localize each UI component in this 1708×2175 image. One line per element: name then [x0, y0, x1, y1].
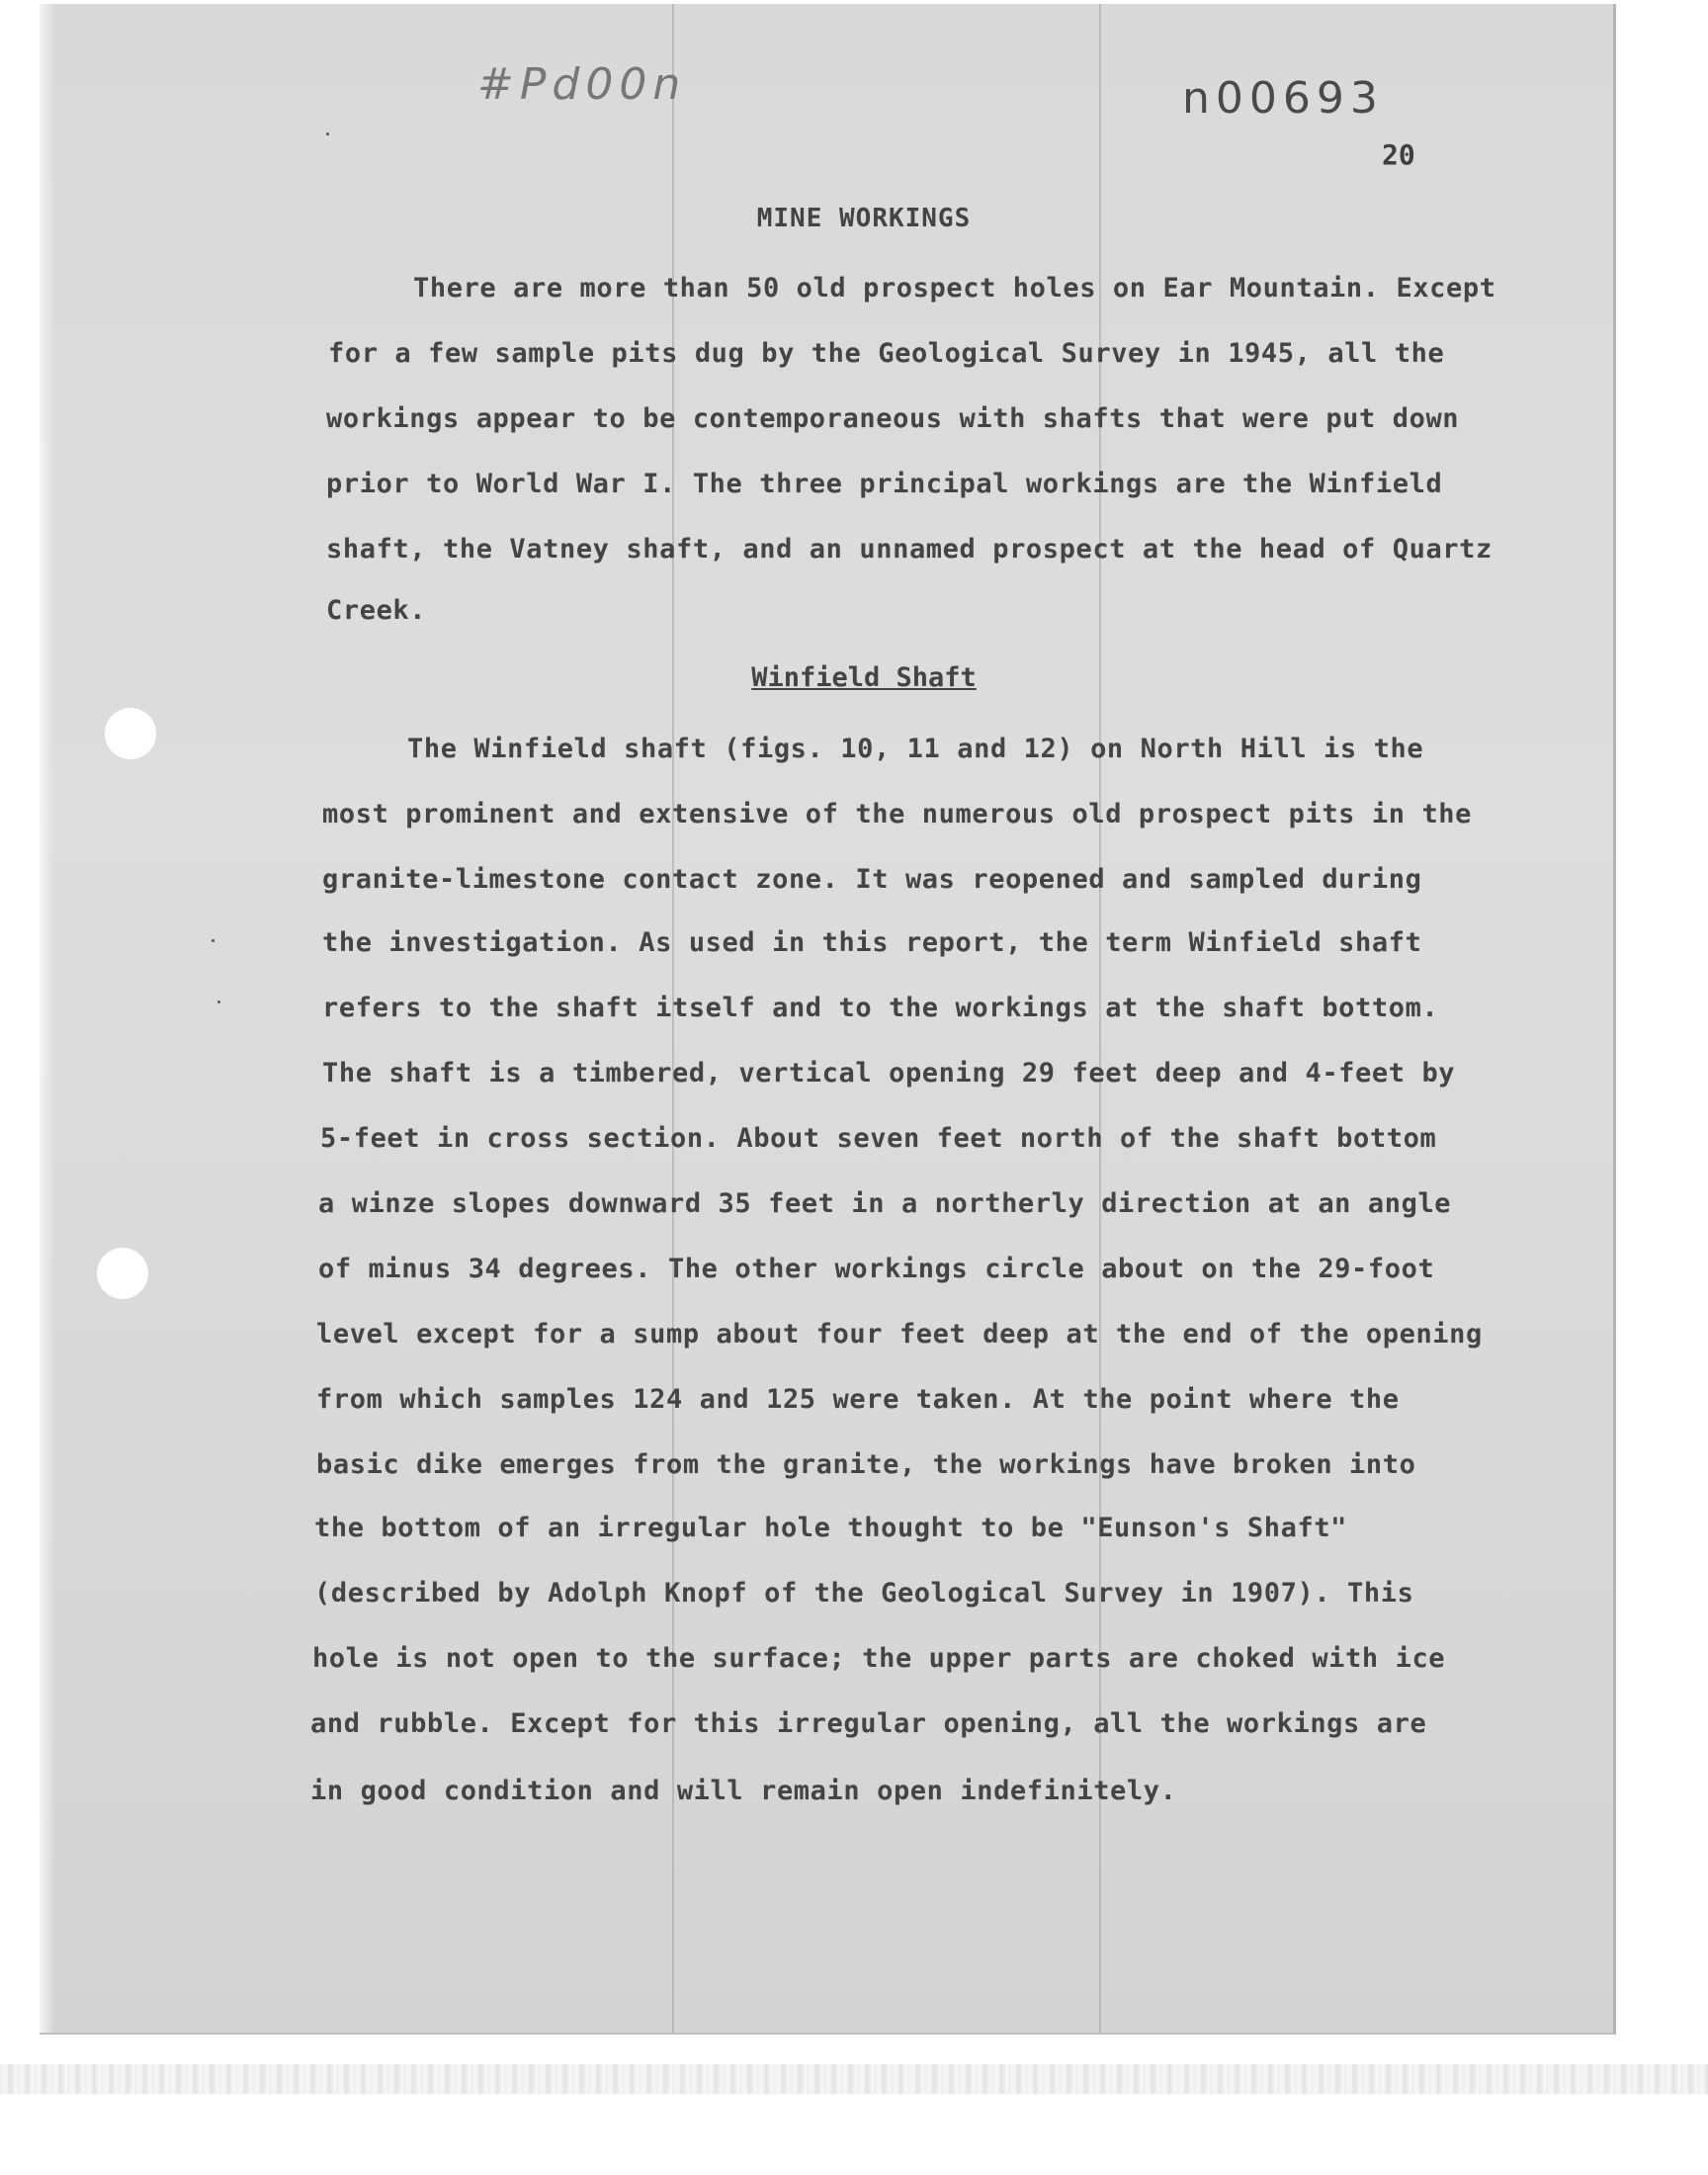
punch-hole	[105, 708, 156, 759]
intro-line: shaft, the Vatney shaft, and an unnamed prospect at the head of Quartz	[326, 534, 1493, 565]
winfield-line: granite-limestone contact zone. It was reopened and sampled during	[322, 864, 1422, 895]
winfield-line: in good condition and will remain open indefinitely.	[310, 1776, 1177, 1806]
speck	[212, 939, 214, 942]
winfield-line: the bottom of an irregular hole thought to be "Eunson's Shaft"	[314, 1513, 1348, 1543]
handwritten-stamp-right: n00693	[1182, 73, 1384, 124]
speck	[326, 132, 329, 135]
winfield-line: (described by Adolph Knopf of the Geological Survey in 1907). This	[314, 1578, 1414, 1609]
intro-line: for a few sample pits dug by the Geological Survey in 1945, all the	[328, 338, 1445, 369]
intro-line: There are more than 50 old prospect holes on Ear Mountain. Except	[413, 273, 1496, 304]
punch-hole	[97, 1248, 148, 1299]
winfield-line: refers to the shaft itself and to the workings at the shaft bottom.	[322, 993, 1439, 1023]
intro-line: prior to World War I. The three principal workings are the Winfield	[326, 469, 1443, 499]
winfield-line: 5-feet in cross section. About seven feet north of the shaft bottom	[320, 1123, 1437, 1154]
subsection-heading: Winfield Shaft	[751, 662, 977, 693]
section-heading: MINE WORKINGS	[756, 204, 972, 233]
scanner-edge-strip	[0, 2064, 1708, 2094]
intro-line: workings appear to be contemporaneous with shafts that were put down	[326, 403, 1460, 434]
winfield-line: from which samples 124 and 125 were taken. At the point where the	[316, 1384, 1400, 1415]
winfield-line: the investigation. As used in this report, the term Winfield shaft	[322, 927, 1422, 958]
winfield-line: hole is not open to the surface; the upper parts are choked with ice	[312, 1643, 1446, 1674]
winfield-line: basic dike emerges from the granite, the workings have broken into	[316, 1449, 1416, 1480]
winfield-line: The Winfield shaft (figs. 10, 11 and 12) on North Hill is the	[407, 734, 1424, 764]
handwritten-stamp-left: #Pd00n	[477, 59, 687, 110]
page-number: 20	[1382, 138, 1415, 171]
winfield-line: and rubble. Except for this irregular opening, all the workings are	[310, 1708, 1427, 1739]
winfield-line: a winze slopes downward 35 feet in a northerly direction at an angle	[318, 1188, 1452, 1219]
winfield-line: most prominent and extensive of the numerous old prospect pits in the	[322, 799, 1473, 829]
winfield-line: The shaft is a timbered, vertical opening 29 feet deep and 4-feet by	[322, 1058, 1456, 1088]
winfield-line: level except for a sump about four feet deep at the end of the opening	[316, 1319, 1483, 1349]
speck	[217, 1000, 220, 1003]
winfield-line: of minus 34 degrees. The other workings circle about on the 29-foot	[318, 1254, 1435, 1284]
intro-line: Creek.	[326, 595, 427, 626]
